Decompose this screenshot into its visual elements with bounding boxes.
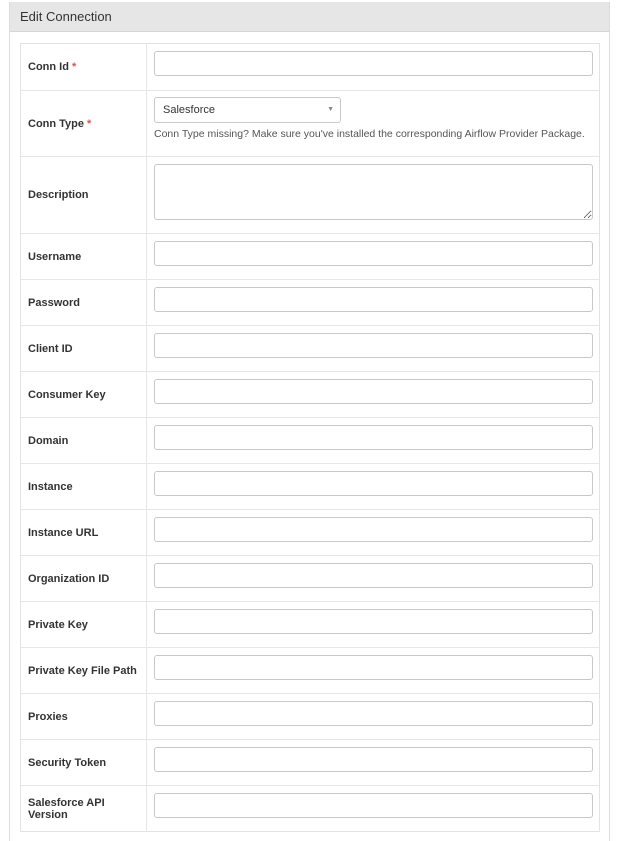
- form-row-private-key-file-path: [21, 647, 599, 693]
- form-row-organization-id: [21, 555, 599, 601]
- domain-label: Domain: [21, 418, 147, 463]
- form-row-domain: [21, 417, 599, 463]
- username-input[interactable]: [154, 241, 593, 266]
- form-row-salesforce-api-version: [21, 785, 599, 831]
- salesforce-api-version-input[interactable]: [154, 793, 593, 818]
- form-row-private-key: [21, 601, 599, 647]
- connection-form: [20, 43, 600, 832]
- proxies-cell: [147, 694, 600, 739]
- form-row-security-token: [21, 739, 599, 785]
- organization-id-label: Organization ID: [21, 556, 147, 601]
- password-cell: [147, 280, 600, 325]
- required-marker: *: [71, 61, 77, 73]
- username-cell: [147, 234, 600, 279]
- private-key-file-path-input[interactable]: [154, 655, 593, 680]
- panel-title: Edit Connection: [10, 2, 609, 32]
- salesforce-api-version-cell: [147, 786, 600, 831]
- username-label: Username: [21, 234, 147, 279]
- security-token-label: Security Token: [21, 740, 147, 785]
- instance-label: Instance: [21, 464, 147, 509]
- form-row-conn-type: [21, 90, 599, 156]
- conn-type-help-text: Conn Type missing? Make sure you've installed the corresponding Airflow Provider Package.: [154, 128, 585, 140]
- form-row-description: [21, 156, 599, 233]
- conn-id-label-text: Conn Id: [28, 61, 69, 73]
- form-row-client-id: [21, 325, 599, 371]
- conn-id-label: [21, 44, 147, 90]
- private-key-input[interactable]: [154, 609, 593, 634]
- organization-id-input[interactable]: [154, 563, 593, 588]
- instance-cell: [147, 464, 600, 509]
- chevron-down-icon: ▼: [327, 106, 334, 113]
- conn-id-cell: [147, 44, 600, 90]
- conn-type-selected-value: Salesforce: [163, 104, 215, 116]
- instance-url-cell: [147, 510, 600, 555]
- form-row-username: [21, 233, 599, 279]
- client-id-cell: [147, 326, 600, 371]
- security-token-cell: [147, 740, 600, 785]
- instance-url-label: Instance URL: [21, 510, 147, 555]
- description-textarea[interactable]: [154, 164, 593, 220]
- edit-connection-panel: [9, 2, 610, 841]
- instance-input[interactable]: [154, 471, 593, 496]
- private-key-file-path-label: Private Key File Path: [21, 648, 147, 693]
- form-row-password: [21, 279, 599, 325]
- conn-type-label: [21, 91, 147, 156]
- conn-id-input[interactable]: [154, 51, 593, 76]
- form-row-consumer-key: [21, 371, 599, 417]
- private-key-cell: [147, 602, 600, 647]
- proxies-label: Proxies: [21, 694, 147, 739]
- private-key-label: Private Key: [21, 602, 147, 647]
- consumer-key-input[interactable]: [154, 379, 593, 404]
- security-token-input[interactable]: [154, 747, 593, 772]
- client-id-label: Client ID: [21, 326, 147, 371]
- consumer-key-label: Consumer Key: [21, 372, 147, 417]
- client-id-input[interactable]: [154, 333, 593, 358]
- description-cell: [147, 157, 600, 233]
- required-marker: *: [87, 117, 92, 130]
- consumer-key-cell: [147, 372, 600, 417]
- form-row-instance-url: [21, 509, 599, 555]
- proxies-input[interactable]: [154, 701, 593, 726]
- conn-type-cell: [147, 91, 599, 156]
- form-row-conn-id: [21, 44, 599, 90]
- domain-input[interactable]: [154, 425, 593, 450]
- form-row-instance: [21, 463, 599, 509]
- password-label: Password: [21, 280, 147, 325]
- description-label: Description: [21, 157, 147, 233]
- form-row-proxies: [21, 693, 599, 739]
- password-input[interactable]: [154, 287, 593, 312]
- organization-id-cell: [147, 556, 600, 601]
- conn-type-label-text: Conn Type: [28, 117, 85, 130]
- instance-url-input[interactable]: [154, 517, 593, 542]
- salesforce-api-version-label: Salesforce API Version: [21, 786, 147, 831]
- conn-type-select[interactable]: [154, 97, 341, 123]
- domain-cell: [147, 418, 600, 463]
- private-key-file-path-cell: [147, 648, 600, 693]
